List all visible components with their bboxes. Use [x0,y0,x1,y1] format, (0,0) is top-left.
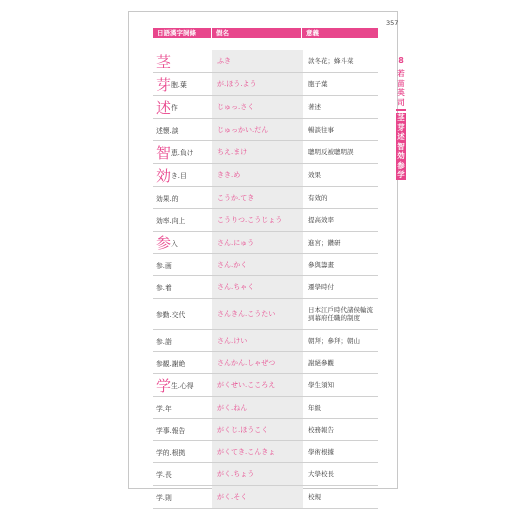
kanji-suffix: 述懐.談 [156,126,179,135]
table-row [153,330,378,352]
kanji-cell [153,299,212,329]
header-kana: 假名 [212,28,301,38]
table-row [153,276,378,299]
meaning-cell: 著述 [308,103,321,111]
kanji-cell [153,232,212,253]
kana-cell: きき.め [212,164,303,186]
header-meaning: 意義 [302,28,378,38]
meaning-cell: 暢談往事 [308,125,334,134]
table-row [153,141,378,164]
meaning-cell: 校規 [308,493,321,501]
kanji-suffix: 学.年 [156,404,172,413]
table-row [153,441,378,463]
kanji-suffix: 恵.負け [171,149,194,157]
meaning-cell: 提高效率 [308,216,334,224]
kana-cell: がく.ちょう [212,463,303,485]
table-row [153,209,378,232]
meaning-cell: 謝絕參觀 [308,358,334,367]
kanji-cell [153,419,212,440]
side-block-char: 述 [397,132,405,141]
table-row [153,96,378,119]
kanji-big: 学 [156,376,172,395]
kanji-suffix: 学.則 [156,494,172,502]
table-row [153,299,378,330]
kanji-cell [153,486,212,508]
kana-cell: がくせい.こころえ [212,374,303,396]
meaning-cell: 有效的 [308,193,328,202]
kana-cell: さんきん.こうたい [212,299,303,329]
meaning-cell: 學生須知 [308,381,334,389]
side-block-char: 芽 [397,122,405,132]
kana-cell: ふき [212,50,303,72]
kanji-suffix: 参観.謝絶 [156,359,186,368]
side-block-char: 智 [397,141,405,151]
side-block-char: 茎 [397,113,405,122]
kanji-cell [153,397,212,418]
table-row [153,486,378,509]
meaning-cell: 學術根據 [308,447,334,456]
meaning-cell: 進宮；鑽研 [308,238,341,247]
meaning-cell: 日本江戶時代諸侯輪流到幕府任職的制度 [308,306,373,322]
meaning-cell: 校務報告 [308,425,334,434]
kana-cell: さん.かく [212,254,303,275]
kana-cell: がく.そく [212,486,303,508]
kanji-cell [153,463,212,485]
meaning-cell: 聰明反被聰明誤 [308,148,354,156]
table-row [153,352,378,374]
kanji-suffix: き.目 [171,172,187,180]
kana-cell: さんかん.しゃぜつ [212,352,303,373]
kanji-big: 参 [156,234,172,252]
kanji-cell [153,50,212,72]
kanji-suffix: 学事.報告 [156,426,186,435]
kanji-big: 茎 [156,52,172,71]
meaning-cell: 款冬花；蜂斗菜 [308,57,354,65]
kanji-suffix: 学的.根拠 [156,448,186,457]
meaning-cell: 大學校長 [308,470,334,478]
kanji-cell [153,119,212,140]
kanji-suffix: 参勤.交代 [156,311,186,319]
kanji-suffix: 入 [171,239,178,248]
side-char: 英 [397,88,405,97]
kanji-cell [153,254,212,275]
table-row [153,164,378,187]
kanji-cell [153,374,212,396]
table-row [153,463,378,486]
kana-cell: さん.にゅう [212,232,303,253]
kanji-big: 述 [156,98,172,117]
meaning-cell: 參與籌畫 [308,260,334,269]
table-row [153,187,378,209]
kana-cell: じゅっかい.だん [212,119,303,140]
kanji-suffix: 効率.向上 [156,217,186,225]
kana-cell: こうりつ.こうじょう [212,209,303,231]
kanji-cell [153,352,212,373]
kanji-cell [153,209,212,231]
kana-cell: がく.ねん [212,397,303,418]
side-char: 苗 [397,78,405,88]
side-divider [396,109,406,111]
side-block-char: 参 [397,160,405,170]
kanji-suffix: 参.着 [156,284,172,292]
kanji-cell [153,141,212,163]
kana-cell: がくてき.こんきょ [212,441,303,462]
kanji-suffix: 生.心得 [171,382,194,390]
header-kanji: 日語漢字詞條 [153,28,211,38]
kana-cell: ちえ.まけ [212,141,303,163]
kanji-big: 智 [156,143,172,162]
kanji-cell [153,187,212,208]
table-row [153,254,378,276]
kanji-suffix: 参.画 [156,261,172,270]
kana-cell: がくじ.ほうこく [212,419,303,440]
meaning-cell: 遷學時付 [308,283,334,291]
kana-cell: さん.けい [212,330,303,351]
kanji-suffix: 効果.的 [156,194,179,203]
table-row [153,232,378,254]
meaning-cell: 年級 [308,403,321,412]
side-block-char: 学 [397,170,405,179]
kanji-big: 芽 [156,75,172,94]
kanji-suffix: 作 [171,104,178,112]
kanji-cell [153,73,212,95]
kanji-suffix: 参.詣 [156,337,172,346]
page-number: 357 [386,19,399,27]
table-row [153,73,378,96]
side-block-char: 効 [397,151,405,160]
kana-cell: さん.ちゃく [212,276,303,298]
kana-cell: こうか.てき [212,187,303,208]
table-row [153,374,378,397]
meaning-cell: 效果 [308,171,321,179]
meaning-cell: 胞子葉 [308,80,328,88]
kanji-cell [153,330,212,351]
kana-cell: が.ほう.よう [212,73,303,95]
side-char: 司 [397,97,405,107]
chapter-number: 8 [398,56,404,65]
meaning-cell: 朝拜；參拜；朝山 [308,336,360,345]
kana-cell: じゅっ.さく [212,96,303,118]
vocab-table [153,50,378,509]
kanji-cell [153,276,212,298]
side-tab [396,56,406,180]
kanji-cell [153,164,212,186]
table-row [153,50,378,73]
kanji-suffix: 学.長 [156,471,172,479]
side-char: 若 [397,69,405,78]
table-row [153,419,378,441]
kanji-big: 効 [156,166,172,185]
kanji-suffix: 胞.葉 [171,81,187,89]
kanji-cell [153,96,212,118]
kanji-cell [153,441,212,462]
table-row [153,397,378,419]
table-row [153,119,378,141]
